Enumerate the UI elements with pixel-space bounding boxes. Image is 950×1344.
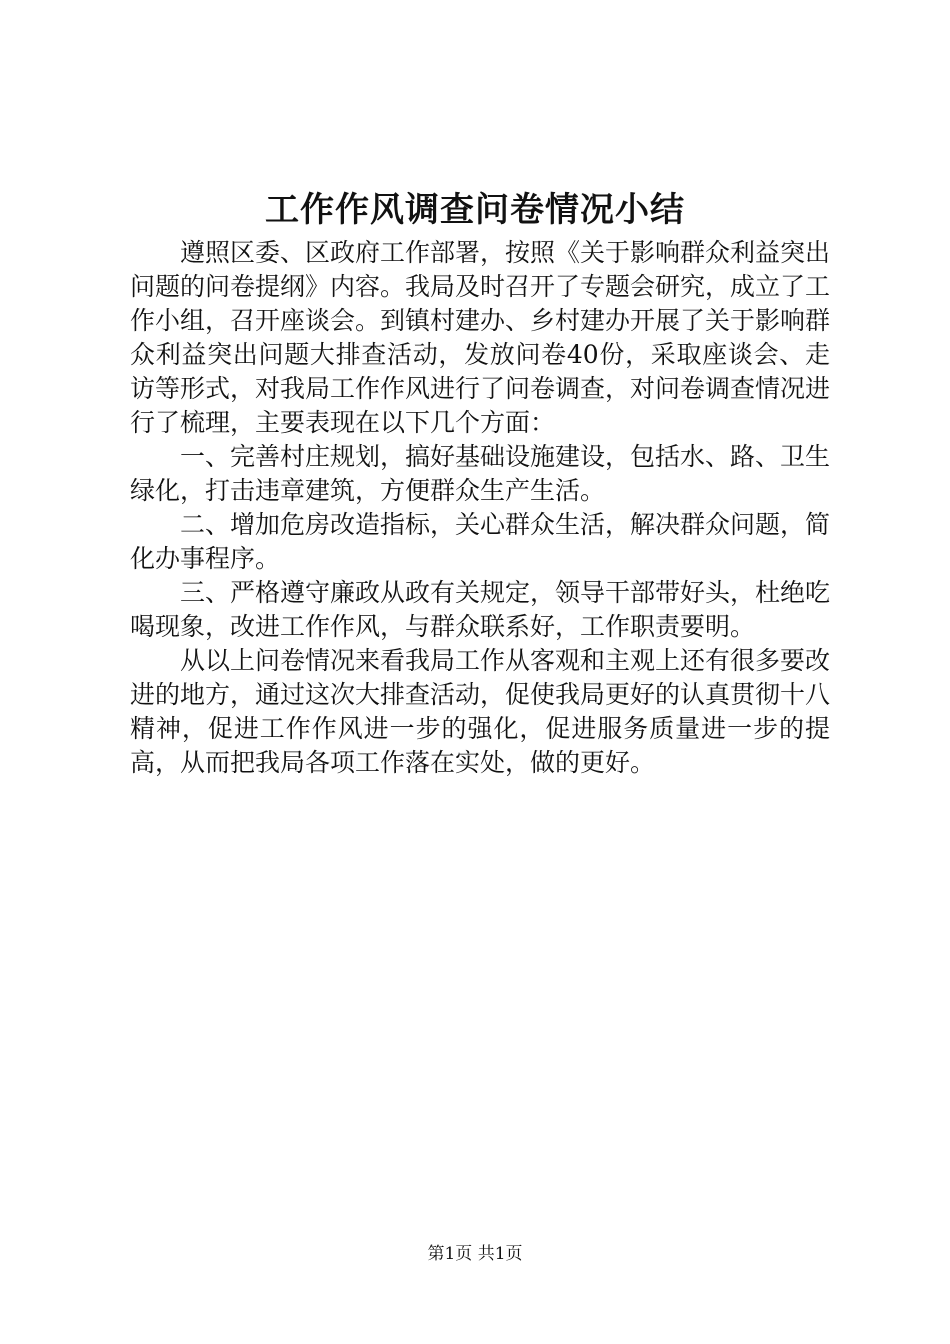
- paragraph-point-3: 三、严格遵守廉政从政有关规定，领导干部带好头，杜绝吃喝现象，改进工作作风，与群众联系好，工作职责要明。: [130, 578, 831, 641]
- document-title: 工作作风调查问卷情况小结: [265, 190, 685, 230]
- page-footer: 第1页 共1页: [427, 1244, 523, 1264]
- paragraph-point-1: 一、完善村庄规划，搞好基础设施建设，包括水、路、卫生绿化，打击违章建筑，方便群众生产生活。: [130, 442, 831, 505]
- paragraph-intro: 遵照区委、区政府工作部署，按照《关于影响群众利益突出问题的问卷提纲》内容。我局及时召开了专题会研究，成立了工作小组，召开座谈会。到镇村建办、乡村建办开展了关于影响群众利益突出问题大排查活动，发放问卷40份，采取座谈会、走访等形式，对我局工作作风进行了问卷调查，对问卷调查情况进行了梳理，主要表现在以下几个方面：: [130, 238, 831, 437]
- document-body: [130, 236, 830, 780]
- paragraph-conclusion: 从以上问卷情况来看我局工作从客观和主观上还有很多要改进的地方，通过这次大排查活动，促使我局更好的认真贯彻十八精神，促进工作作风进一步的强化，促进服务质量进一步的提高，从而把我局各项工作落在实处，做的更好。: [130, 646, 831, 777]
- paragraph-point-2: 二、增加危房改造指标，关心群众生活，解决群众问题，简化办事程序。: [130, 510, 831, 573]
